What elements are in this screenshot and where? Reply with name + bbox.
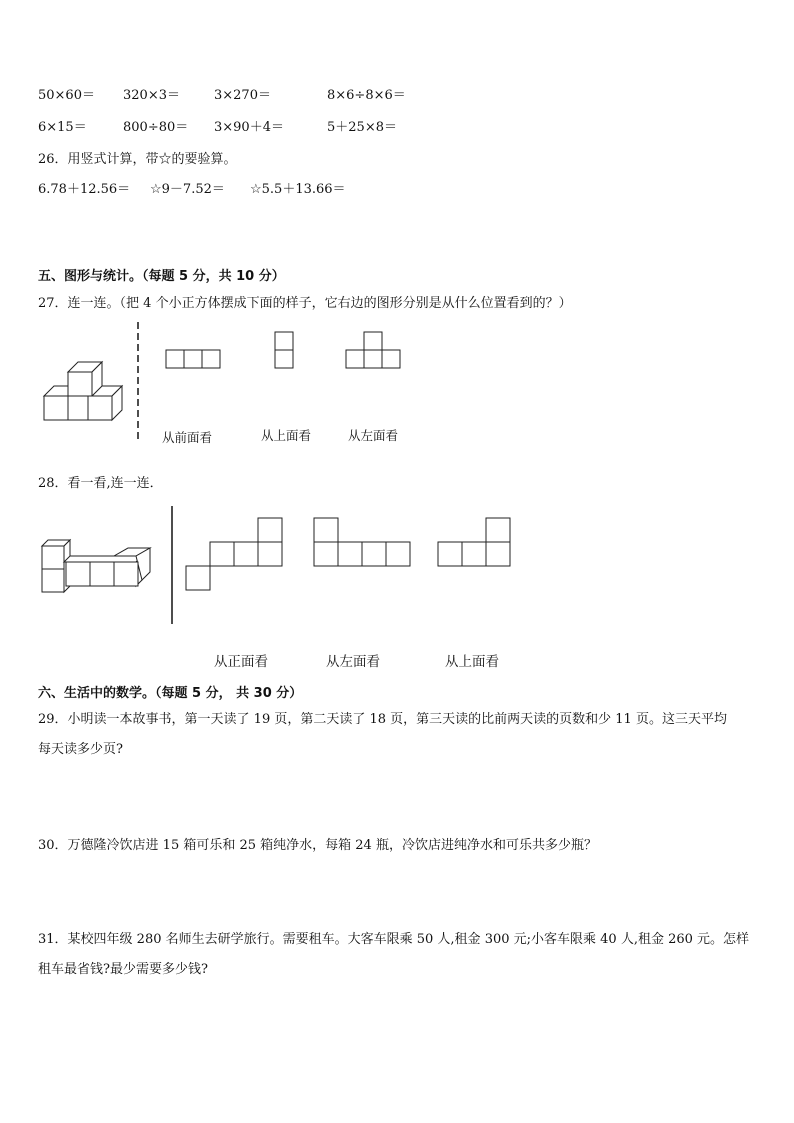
q27-label: 从上面看: [261, 428, 312, 443]
calc-item: 50×60＝: [38, 88, 95, 103]
q26-item: ☆9－7.52＝: [150, 182, 225, 197]
question-26: 26．用竖式计算，带☆的要验算。: [38, 152, 237, 167]
calc-item: 3×90＋4＝: [214, 120, 284, 135]
q27-label: 从前面看: [162, 430, 213, 445]
calc-item: 8×6÷8×6＝: [327, 88, 406, 103]
question-29-line1: 29．小明读一本故事书，第一天读了 19 页，第二天读了 18 页，第三天读的比前两天读的页数和少 11 页。这三天平均: [38, 712, 727, 727]
question-31-line1: 31．某校四年级 280 名师生去研学旅行。需要租车。大客车限乘 50 人,租金 300 元;小客车限乘 40 人,租金 260 元。怎样: [38, 932, 750, 947]
question-28: 28．看一看,连一连．: [38, 476, 163, 491]
question-29-line2: 每天读多少页?: [38, 742, 123, 757]
calc-item: 6×15＝: [38, 120, 87, 135]
calc-item: 3×270＝: [214, 88, 271, 103]
q28-label: 从左面看: [326, 654, 380, 670]
calc-item: 5＋25×8＝: [327, 120, 397, 135]
question-31-line2: 租车最省钱?最少需要多少钱?: [38, 962, 208, 977]
question-27: 27．连一连。（把 4 个小正方体摆成下面的样子，它右边的图形分别是从什么位置看到的？）: [38, 296, 572, 311]
q28-label: 从上面看: [445, 654, 499, 670]
calc-item: 800÷80＝: [123, 120, 189, 135]
question-30: 30．万德隆冷饮店进 15 箱可乐和 25 箱纯净水，每箱 24 瓶，冷饮店进纯净水和可乐共多少瓶？: [38, 838, 597, 853]
section-5-title: 五、图形与统计。（每题 5 分，共 10 分）: [38, 269, 285, 284]
q27-label: 从左面看: [348, 428, 399, 443]
section-6-title: 六、生活中的数学。（每题 5 分， 共 30 分）: [38, 686, 303, 701]
q28-label: 从正面看: [214, 654, 268, 670]
q26-item: ☆5.5＋13.66＝: [250, 182, 346, 197]
q26-item: 6.78＋12.56＝: [38, 182, 131, 197]
calc-item: 320×3＝: [123, 88, 180, 103]
